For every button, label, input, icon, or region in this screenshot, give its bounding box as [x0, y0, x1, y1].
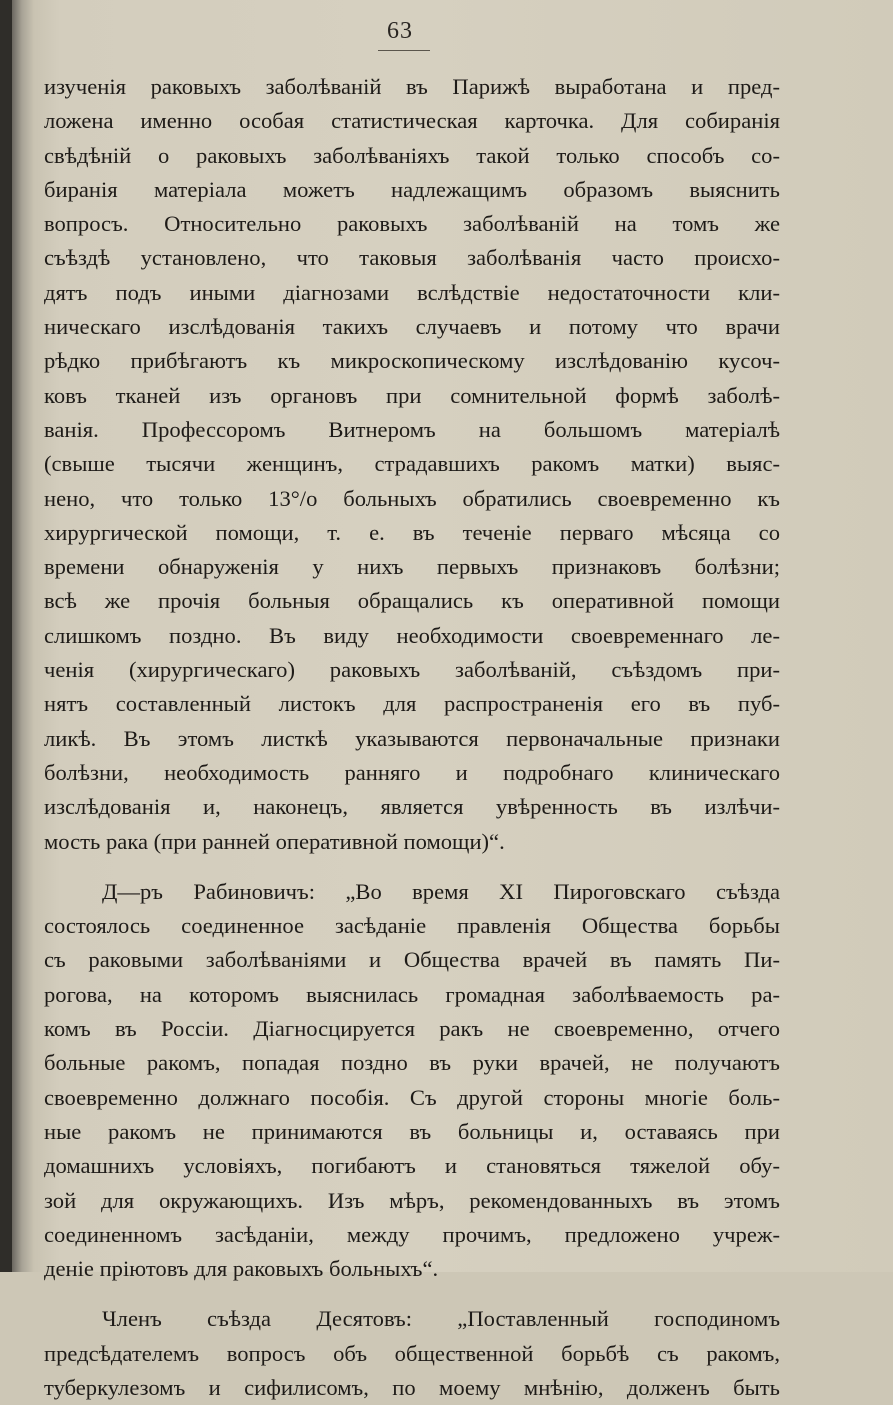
paragraph-3	[44, 1302, 780, 1405]
page-number-rule	[378, 50, 430, 51]
text-line: больные ракомъ, попадая поздно въ руки врачей, не получаютъ	[44, 1050, 780, 1076]
text-line: комъ въ Россіи. Діагносцируется ракъ не своевременно, отчего	[44, 1016, 780, 1042]
paragraph-gap	[44, 859, 780, 875]
paragraph-1	[44, 70, 780, 859]
text-line: биранія матеріала можетъ надлежащимъ образомъ выяснить	[44, 176, 780, 202]
text-line: ченія (хирургическаго) раковыхъ заболѣваній, съѣздомъ при-	[44, 657, 780, 683]
text-line: нятъ составленный листокъ для распространенія его въ пуб-	[44, 691, 780, 717]
text-line: изслѣдованія и, наконецъ, является увѣренность въ излѣчи-	[44, 794, 780, 820]
text-line: Д—ръ Рабиновичъ: „Во время XI Пироговскаго съѣзда	[102, 878, 780, 904]
text-line: съ раковыми заболѣваніями и Общества врачей въ память Пи-	[44, 947, 780, 973]
text-line: ные ракомъ не принимаются въ больницы и, оставаясь при	[44, 1118, 780, 1144]
text-line: Членъ съѣзда Десятовъ: „Поставленный господиномъ	[102, 1306, 780, 1332]
paragraph-gap	[44, 1286, 780, 1302]
text-line: времени обнаруженія у нихъ первыхъ признаковъ болѣзни;	[44, 554, 780, 580]
text-line: ковъ тканей изъ органовъ при сомнительной формѣ заболѣ-	[44, 382, 780, 408]
text-line: всѣ же прочія больныя обращались къ оперативной помощи	[44, 588, 780, 614]
text-line: зой для окружающихъ. Изъ мѣръ, рекомендованныхъ въ этомъ	[44, 1187, 780, 1213]
text-line: ликѣ. Въ этомъ листкѣ указываются первоначальные признаки	[44, 725, 780, 751]
text-line: свѣдѣній о раковыхъ заболѣваніяхъ такой только способъ со-	[44, 142, 780, 168]
paragraph-2	[44, 875, 780, 1287]
text-line: состоялось соединенное засѣданіе правленія Общества борьбы	[44, 913, 780, 939]
text-line: изученія раковыхъ заболѣваній въ Парижѣ выработана и пред-	[44, 74, 780, 99]
text-line: туберкулезомъ и сифилисомъ, по моему мнѣнію, долженъ быть	[44, 1374, 780, 1400]
text-line: съѣздѣ установлено, что таковыя заболѣванія часто происхо-	[44, 245, 780, 271]
text-line: нено, что только 13°/o больныхъ обратились своевременно къ	[44, 485, 780, 511]
text-line: слишкомъ поздно. Въ виду необходимости своевременнаго ле-	[44, 622, 780, 648]
text-line: ложена именно особая статистическая карточка. Для собиранія	[44, 108, 780, 134]
text-line: предсѣдателемъ вопросъ объ общественной борьбѣ съ ракомъ,	[44, 1340, 780, 1366]
body-text	[44, 70, 780, 1405]
book-spine-shadow	[0, 0, 12, 1272]
text-line: рѣдко прибѣгаютъ къ микроскопическому изслѣдованію кусоч-	[44, 348, 780, 374]
text-line: деніе пріютовъ для раковыхъ больныхъ“.	[44, 1256, 439, 1282]
page-number: 63	[387, 18, 413, 44]
text-line: вопросъ. Относительно раковыхъ заболѣваній на томъ же	[44, 211, 780, 237]
text-line: ническаго изслѣдованія такихъ случаевъ и потому что врачи	[44, 314, 780, 340]
text-line: болѣзни, необходимость ранняго и подробнаго клиническаго	[44, 759, 780, 785]
text-line: рогова, на которомъ выяснилась громадная заболѣваемость ра-	[44, 981, 780, 1007]
text-line: своевременно должнаго пособія. Съ другой стороны многіе боль-	[44, 1084, 780, 1110]
text-line: хирургической помощи, т. е. въ теченіе перваго мѣсяца со	[44, 519, 780, 545]
text-line: домашнихъ условіяхъ, погибаютъ и становяться тяжелой обу-	[44, 1153, 780, 1179]
text-line: (свыше тысячи женщинъ, страдавшихъ ракомъ матки) выяс-	[44, 451, 780, 477]
text-line: соединенномъ засѣданіи, между прочимъ, предложено учреж-	[44, 1221, 780, 1247]
text-line: дятъ подъ иными діагнозами вслѣдствіе недостаточности кли-	[44, 279, 780, 305]
text-line: мость рака (при ранней оперативной помощи)“.	[44, 828, 505, 854]
text-line: ванія. Профессоромъ Витнеромъ на большомъ матеріалѣ	[44, 416, 780, 442]
